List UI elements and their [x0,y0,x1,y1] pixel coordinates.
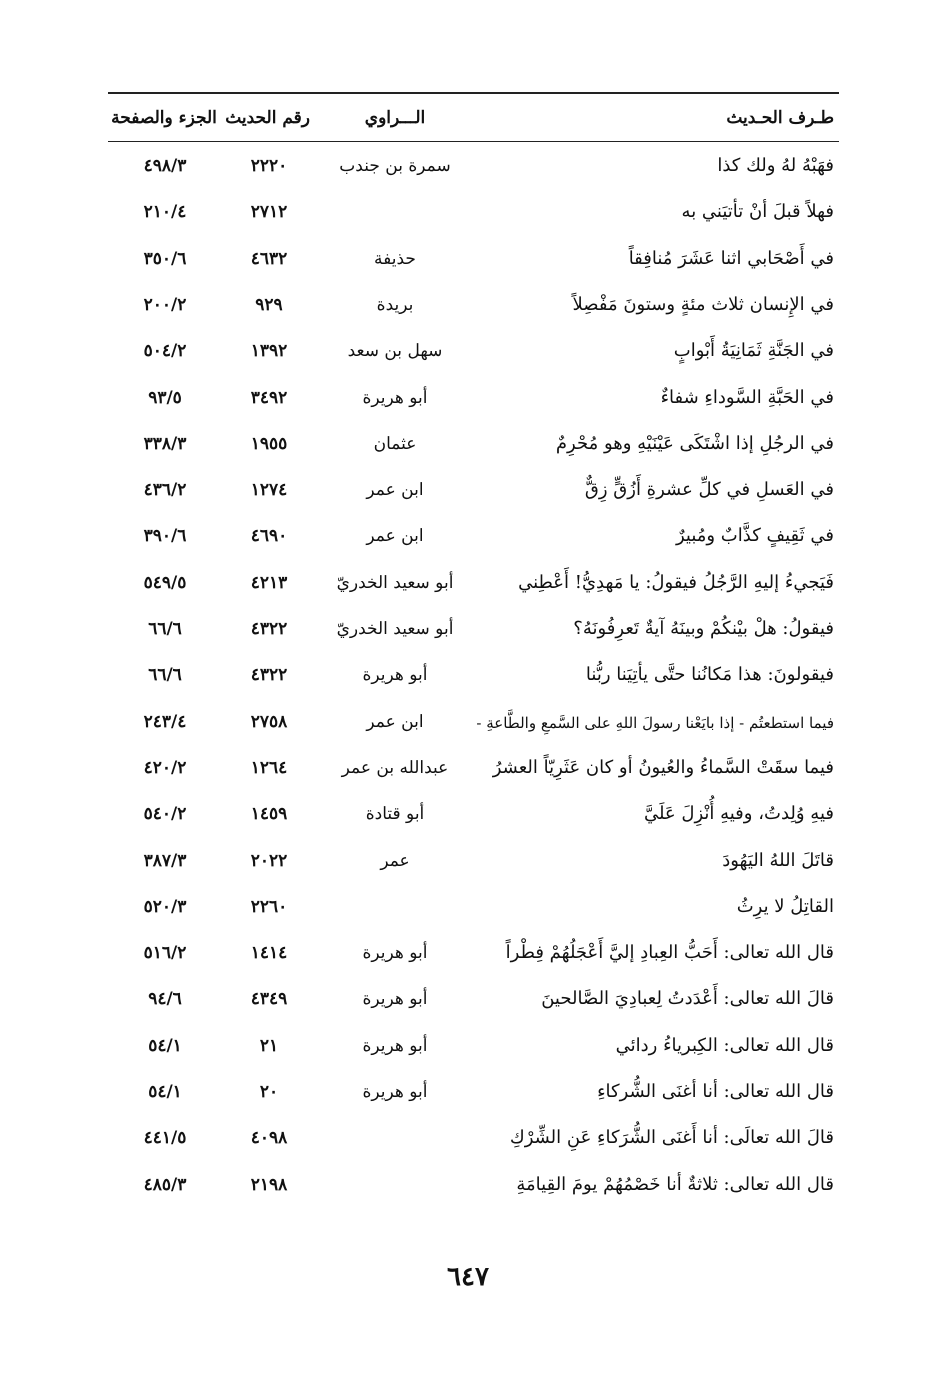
hadith-cell: في الجَنَّةِ ثَمَانِيَةُ أَبْوابٍ [673,340,834,362]
hadith-number-cell: ٢١ [259,1035,279,1056]
hadith-number-cell: ١٣٩٢ [250,341,288,362]
volume-page-cell: ٣٣٨/٣ [143,433,187,454]
table-row [0,664,937,710]
volume-page-cell: ٥٢٠/٣ [143,896,187,917]
hadith-number-cell: ٩٢٩ [255,294,283,315]
table-row [0,711,937,757]
table-row [0,248,937,294]
hadith-number-cell: ١٢٧٤ [250,480,288,501]
hadith-cell: فيهِ وُلِدتُ، وفيهِ أُنْزِلَ عَلَيَّ [643,803,834,825]
volume-page-cell: ٥٤/١ [148,1035,182,1056]
volume-page-cell: ٥٤٠/٢ [143,804,187,825]
volume-page-cell: ٤٨٥/٣ [143,1174,187,1195]
hadith-cell: فيقولونَ: هذا مَكانُنا حتَّى يأتِيَنا ربُّنا [585,664,834,686]
narrator-cell: أبو سعيد الخدريّ [336,619,454,639]
volume-page-cell: ٦٦/٦ [148,665,182,686]
narrator-cell: ابن عمر [366,526,424,547]
hadith-number-cell: ١٤٥٩ [250,804,288,825]
narrator-cell: ابن عمر [366,711,424,732]
narrator-cell: سمرة بن جندب [339,156,451,176]
hadith-cell: في الحَبَّةِ السَّوداءِ شفاءٌ [660,386,834,408]
volume-page-cell: ٥١٦/٢ [143,943,187,964]
hadith-cell: قاتَلَ اللهُ اليَهُودَ [722,849,834,871]
hadith-cell: قال الله تعالى: ثلاثةٌ أنا خَصْمُهُمْ يومَ القِيامَةِ [516,1173,834,1195]
volume-page-cell: ٢٤٣/٤ [143,711,187,732]
narrator-cell: أبو هريرة [362,943,428,964]
table-row [0,618,937,664]
header-rule [108,141,839,142]
hadith-cell: في الرجُلِ إذا اشْتَكَى عَيْنَيْهِ وهو مُحْرِمٌ [555,432,834,454]
hadith-number-cell: ٤٣٢٢ [250,665,288,686]
hadith-cell: في العَسلِ في كلِّ عشرةِ أَزُقٍّ زِقٌّ [584,479,834,501]
narrator-cell: عثمان [373,433,417,454]
narrator-cell: أبو سعيد الخدريّ [336,572,454,593]
hadith-cell: القاتِلُ لا يرِثُ [736,895,834,917]
volume-page-cell: ٩٣/٥ [148,387,182,408]
hadith-cell: في ثَقِيفٍ كذَّابٌ ومُبيرٌ [675,525,834,547]
table-row [0,757,937,803]
table-row [0,1127,937,1173]
hadith-cell: فيما استطعتُم - إذا بايَعْنا رسولَ اللهِ على السَّمعِ والطَّاعةِ - [476,713,834,732]
volume-page-cell: ٥٤٩/٥ [143,572,187,593]
page-number: ٦٤٧ [447,1262,489,1292]
hadith-cell: فَيَجيءُ إليهِ الرَّجُلُ فيقولُ: يا مَهدِيُّ! أَعْطِني [518,571,834,593]
hadith-number-cell: ٣٤٩٢ [250,387,288,408]
hadith-cell: قال الله تعالى: الكِبرياءُ ردائي [615,1034,834,1056]
table-row [0,896,937,942]
hadith-number-cell: ١٩٥٥ [250,433,288,454]
narrator-cell: أبو قتادة [365,804,425,825]
volume-page-cell: ٤٣٦/٢ [143,480,187,501]
volume-page-cell: ٤٩٨/٣ [143,156,187,176]
table-row [0,942,937,988]
hadith-number-cell: ٢٢٦٠ [250,896,288,917]
hadith-cell: فهلاً قبلَ أنْ تأتيَني به [681,201,834,223]
top-rule [108,92,839,94]
volume-page-cell: ٦٦/٦ [148,619,182,639]
volume-page-cell: ٤٤١/٥ [143,1128,187,1149]
hadith-number-cell: ٤٠٩٨ [250,1128,288,1149]
hadith-cell: فيقولُ: هلْ بيْنكُمْ وبينَهُ آيةٌ تَعرِفُونَهُ؟ [573,618,834,639]
narrator-cell: بريدة [376,294,414,315]
volume-page-cell: ٢١٠/٤ [143,202,187,223]
narrator-cell: أبو هريرة [362,387,428,408]
volume-page-cell: ٣٩٠/٦ [143,526,187,547]
volume-page-cell: ٩٤/٦ [148,989,182,1010]
narrator-cell: أبو هريرة [362,1082,428,1102]
hadith-cell: في أَصْحَابي اثنا عَشَرَ مُنافِقاً [628,247,834,269]
header-number: رقم الحديث [225,108,310,128]
table-row [0,433,937,479]
hadith-number-cell: ٤٦٩٠ [250,526,288,547]
hadith-number-cell: ٢٠ [259,1082,279,1102]
hadith-cell: في الإِنسان ثلاث مئةٍ وستونَ مَفْصِلاً [572,293,834,315]
hadith-number-cell: ٤٣٢٢ [250,619,288,639]
narrator-cell: أبو هريرة [362,665,428,686]
volume-page-cell: ٣٥٠/٦ [143,248,187,269]
volume-page-cell: ٣٨٧/٣ [143,850,187,871]
table-row [0,525,937,571]
table-row [0,387,937,433]
hadith-number-cell: ٢٠٢٢ [250,850,288,871]
hadith-number-cell: ٤٣٤٩ [250,989,288,1010]
table-row [0,479,937,525]
header-hadith: طـرف الحـديث [726,108,834,128]
volume-page-cell: ٥٤/١ [148,1082,182,1102]
hadith-cell: فهَبْهُ لهُ ولك كذا [717,155,834,176]
volume-page-cell: ٢٠٠/٢ [143,294,187,315]
hadith-cell: قالَ الله تعالَى: أنا أَغنَى الشُّرَكاءِ عَنِ الشِّرْكِ [509,1127,834,1149]
hadith-cell: قالَ الله تعالى: أَعْدَدتُ لِعبادِيَ الصَّالحينَ [541,988,834,1010]
header-narrator: الـــراوي [364,108,426,128]
hadith-cell: قال الله تعالى: أنا أغنَى الشُّركاءِ [597,1081,834,1102]
header-reference: الجزء والصفحة [111,108,217,128]
hadith-cell: قال الله تعالى: أَحَبُّ العِبادِ إليَّ أَعْجَلُهُمْ فِطْراً [505,942,834,964]
hadith-number-cell: ٤٢١٣ [250,572,288,593]
table-row [0,988,937,1034]
narrator-cell: أبو هريرة [362,1035,428,1056]
narrator-cell: عمر [380,850,410,871]
table-row [0,572,937,618]
volume-page-cell: ٥٠٤/٢ [143,341,187,362]
hadith-number-cell: ٢٧٥٨ [250,711,288,732]
table-row [0,340,937,386]
narrator-cell: عبدالله بن عمر [341,757,449,778]
hadith-cell: فيما سقَتْ السَّماءُ والعُيونُ أو كان عَثَرِيّاً العشرُ [492,756,834,778]
hadith-number-cell: ١٢٦٤ [250,757,288,778]
table-row [0,803,937,849]
table-row [0,294,937,340]
narrator-cell: ابن عمر [366,480,424,501]
hadith-number-cell: ١٤١٤ [250,943,288,964]
narrator-cell: سهل بن سعد [347,341,443,362]
table-row [0,850,937,896]
table-row [0,155,937,201]
narrator-cell: حذيفة [374,248,416,269]
table-row [0,1081,937,1127]
narrator-cell: أبو هريرة [362,989,428,1010]
table-row [0,201,937,247]
hadith-number-cell: ٢٧١٢ [250,202,288,223]
hadith-number-cell: ٤٦٣٢ [250,248,288,269]
table-row [0,1035,937,1081]
hadith-number-cell: ٢١٩٨ [250,1174,288,1195]
table-row [0,1174,937,1220]
hadith-number-cell: ٢٢٢٠ [250,156,288,176]
volume-page-cell: ٤٢٠/٢ [143,757,187,778]
